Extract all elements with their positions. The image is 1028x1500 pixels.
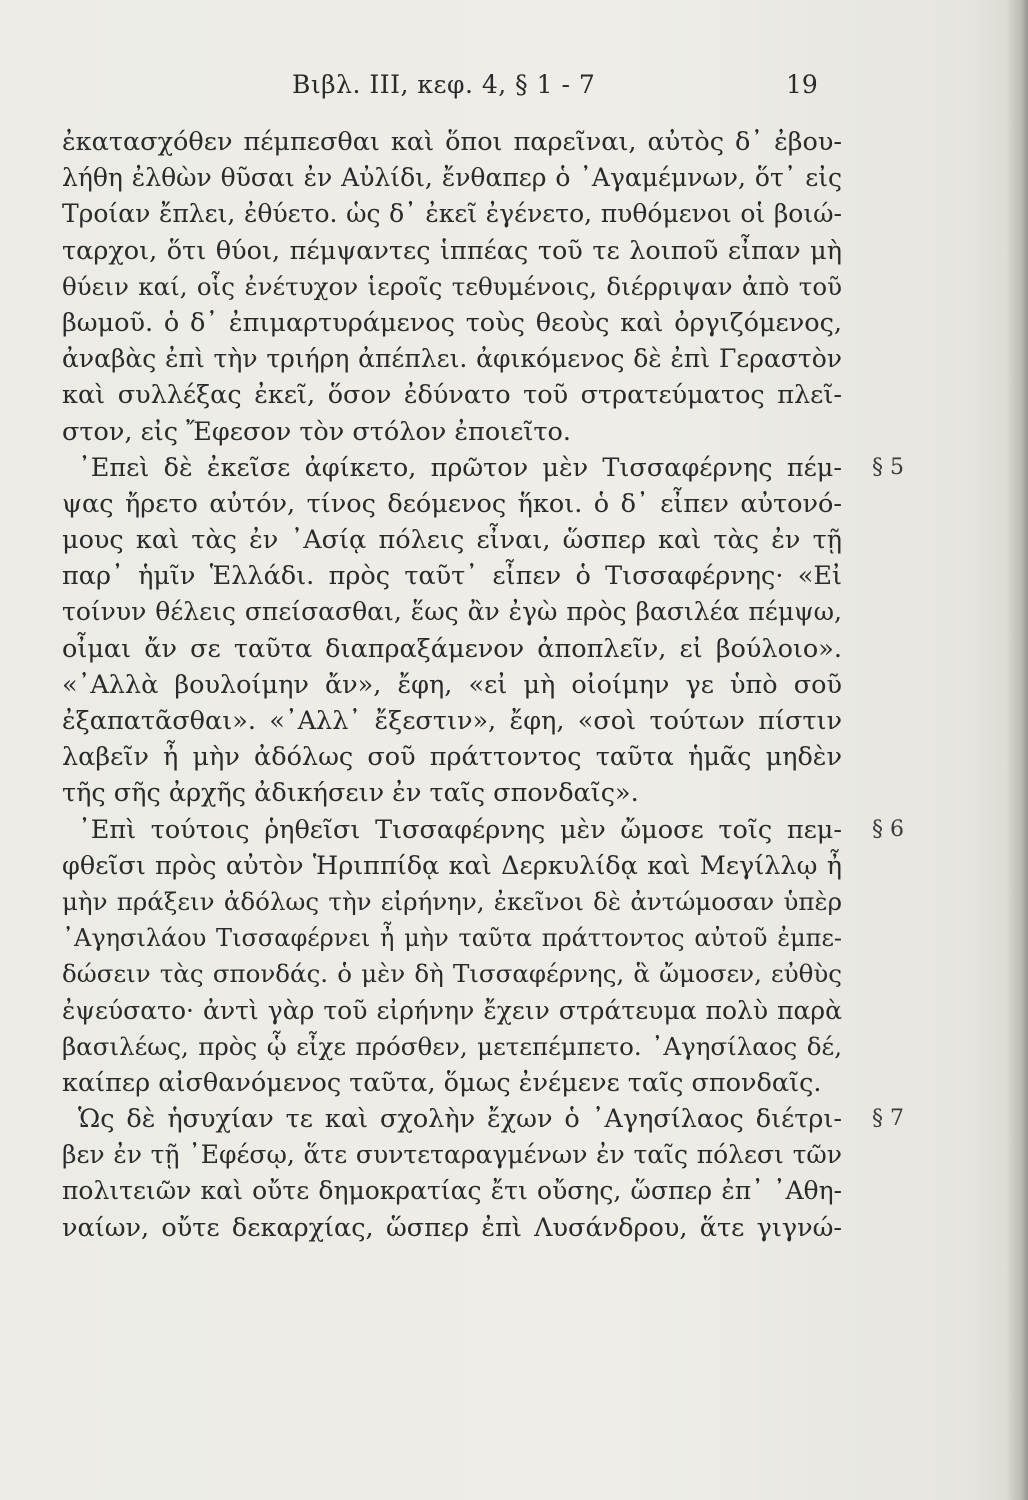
- line-text: φθεῖσι πρὸς αὐτὸν Ἡριππίδᾳ καὶ Δερκυλίδᾳ καὶ Μεγίλλῳ ἦ: [62, 850, 842, 881]
- line-text: βασιλέως, πρὸς ᾧ εἶχε πρόσθεν, μετεπέμπετο. ᾿Αγησίλαος δέ,: [62, 1031, 842, 1061]
- page-number: 19: [786, 70, 818, 99]
- text-line: [62, 1137, 842, 1173]
- text-line: [62, 414, 842, 450]
- text-line: [62, 196, 842, 232]
- section-marker: § 7: [872, 1106, 904, 1132]
- text-line: [62, 269, 842, 305]
- text-line: [62, 920, 842, 956]
- line-text: οἶμαι ἄν σε ταῦτα διαπραξάμενον ἀποπλεῖν, εἰ βούλοιο».: [62, 633, 842, 664]
- line-text: βωμοῦ. ὁ δ᾿ ἐπιμαρτυράμενος τοὺς θεοὺς καὶ ὀργιζόμενος,: [62, 307, 842, 338]
- line-text: λήθη ἐλθὼν θῦσαι ἐν Αὐλίδι, ἔνθαπερ ὁ ᾿Αγαμέμνων, ὅτ᾿ εἰς: [62, 163, 842, 193]
- line-text: ἐψεύσατο· ἀντὶ γὰρ τοῦ εἰρήνην ἔχειν στράτευμα πολὺ παρὰ: [62, 995, 842, 1025]
- line-text: ἀναβὰς ἐπὶ τὴν τριήρη ἀπέπλει. ἀφικόμενος δὲ ἐπὶ Γεραστὸν: [62, 344, 842, 374]
- line-text: ἐκατασχόθεν πέμπεσθαι καὶ ὅποι παρεῖναι, αὐτὸς δ᾿ ἐβου-: [62, 127, 842, 157]
- line-text: ναίων, οὔτε δεκαρχίας, ὥσπερ ἐπὶ Λυσάνδρου, ἅτε γιγνώ-: [62, 1212, 842, 1243]
- page-edge-shadow: [1006, 0, 1028, 1500]
- line-text: ᾿Αγησιλάου Τισσαφέρνει ἦ μὴν ταῦτα πράττοντος αὐτοῦ ἐμπε-: [62, 924, 842, 953]
- text-line: [62, 703, 842, 739]
- page-header: [0, 70, 1028, 110]
- line-text: ἐξαπατᾶσθαι». «᾿Αλλ᾿ ἔξεστιν», ἔφη, «σοὶ τούτων πίστιν: [62, 706, 842, 736]
- line-text: Τροίαν ἔπλει, ἐθύετο. ὡς δ᾿ ἐκεῖ ἐγένετο, πυθόμενοι οἱ βοιώ-: [62, 199, 842, 229]
- text-line: [62, 1029, 842, 1065]
- line-text: ψας ἤρετο αὐτόν, τίνος δεόμενος ἥκοι. ὁ δ᾿ εἶπεν αὐτονό-: [62, 488, 842, 519]
- text-line: [62, 1101, 904, 1137]
- text-line: [62, 341, 842, 377]
- text-line: [62, 956, 842, 992]
- text-line: [62, 812, 904, 848]
- text-line: [62, 305, 842, 341]
- text-line: [62, 377, 842, 413]
- line-text: παρ᾿ ἡμῖν Ἑλλάδι. πρὸς ταῦτ᾿ εἶπεν ὁ Τισσαφέρνης· «Εἰ: [62, 561, 842, 592]
- line-text: τοίνυν θέλεις σπείσασθαι, ἕως ἂν ἐγὼ πρὸς βασιλέα πέμψω,: [62, 597, 842, 627]
- line-text: ᾿Επεὶ δὲ ἐκεῖσε ἀφίκετο, πρῶτον μὲν Τισσαφέρνης πέμ-: [78, 452, 842, 483]
- section-marker: § 6: [872, 816, 904, 842]
- line-text: μὴν πράξειν ἀδόλως τὴν εἰρήνην, ἐκεῖνοι δὲ ἀντώμοσαν ὑπὲρ: [62, 886, 842, 916]
- body-text: [62, 124, 904, 1246]
- text-line: [62, 1173, 842, 1209]
- text-line: [62, 667, 842, 703]
- section-marker: § 5: [872, 454, 904, 480]
- text-line: [62, 1065, 842, 1101]
- line-text: στον, εἰς Ἔφεσον τὸν στόλον ἐποιεῖτο.: [62, 416, 571, 447]
- line-text: Ὡς δὲ ἡσυχίαν τε καὶ σχολὴν ἔχων ὁ ᾿Αγησίλαος διέτρι-: [78, 1104, 842, 1135]
- running-head: Βιβλ. III, κεφ. 4, § 1 - 7: [292, 70, 596, 99]
- text-line: [62, 594, 842, 630]
- text-line: [62, 631, 842, 667]
- line-text: τῆς σῆς ἀρχῆς ἀδικήσειν ἐν ταῖς σπονδαῖς».: [62, 778, 639, 809]
- line-text: θύειν καί, οἷς ἐνέτυχον ἱεροῖς τεθυμένοις, διέρριψαν ἀπὸ τοῦ: [62, 271, 842, 301]
- line-text: καὶ συλλέξας ἐκεῖ, ὅσον ἐδύνατο τοῦ στρατεύματος πλεῖ-: [62, 380, 842, 411]
- line-text: «᾿Αλλὰ βουλοίμην ἄν», ἔφη, «εἰ μὴ οἰοίμην γε ὑπὸ σοῦ: [62, 669, 842, 700]
- text-line: [62, 1210, 842, 1246]
- line-text: βεν ἐν τῇ ᾿Εφέσῳ, ἅτε συντεταραγμένων ἐν ταῖς πόλεσι τῶν: [62, 1140, 842, 1170]
- line-text: καίπερ αἰσθανόμενος ταῦτα, ὅμως ἐνέμενε ταῖς σπονδαῖς.: [62, 1067, 822, 1098]
- text-line: [62, 486, 842, 522]
- line-text: δώσειν τὰς σπονδάς. ὁ μὲν δὴ Τισσαφέρνης, ἃ ὤμοσεν, εὐθὺς: [62, 959, 842, 989]
- line-text: πολιτειῶν καὶ οὔτε δημοκρατίας ἔτι οὔσης, ὥσπερ ἐπ᾿ ᾿Αθη-: [62, 1176, 842, 1206]
- line-text: ταρχοι, ὅτι θύοι, πέμψαντες ἱππέας τοῦ τε λοιποῦ εἶπαν μὴ: [62, 235, 842, 266]
- text-line: [62, 775, 842, 811]
- line-text: λαβεῖν ἦ μὴν ἀδόλως σοῦ πράττοντος ταῦτα ἡμᾶς μηδὲν: [62, 742, 842, 773]
- text-line: [62, 993, 842, 1029]
- text-line: [62, 739, 842, 775]
- text-line: [62, 124, 842, 160]
- text-line: [62, 522, 842, 558]
- text-line: [62, 558, 842, 594]
- line-text: ᾿Επὶ τούτοις ῥηθεῖσι Τισσαφέρνης μὲν ὤμοσε τοῖς πεμ-: [78, 814, 842, 845]
- line-text: μους καὶ τὰς ἐν ᾿Ασίᾳ πόλεις εἶναι, ὥσπερ καὶ τὰς ἐν τῇ: [62, 525, 842, 556]
- text-line: [62, 848, 842, 884]
- text-line: [62, 450, 904, 486]
- text-line: [62, 884, 842, 920]
- text-line: [62, 233, 842, 269]
- text-line: [62, 160, 842, 196]
